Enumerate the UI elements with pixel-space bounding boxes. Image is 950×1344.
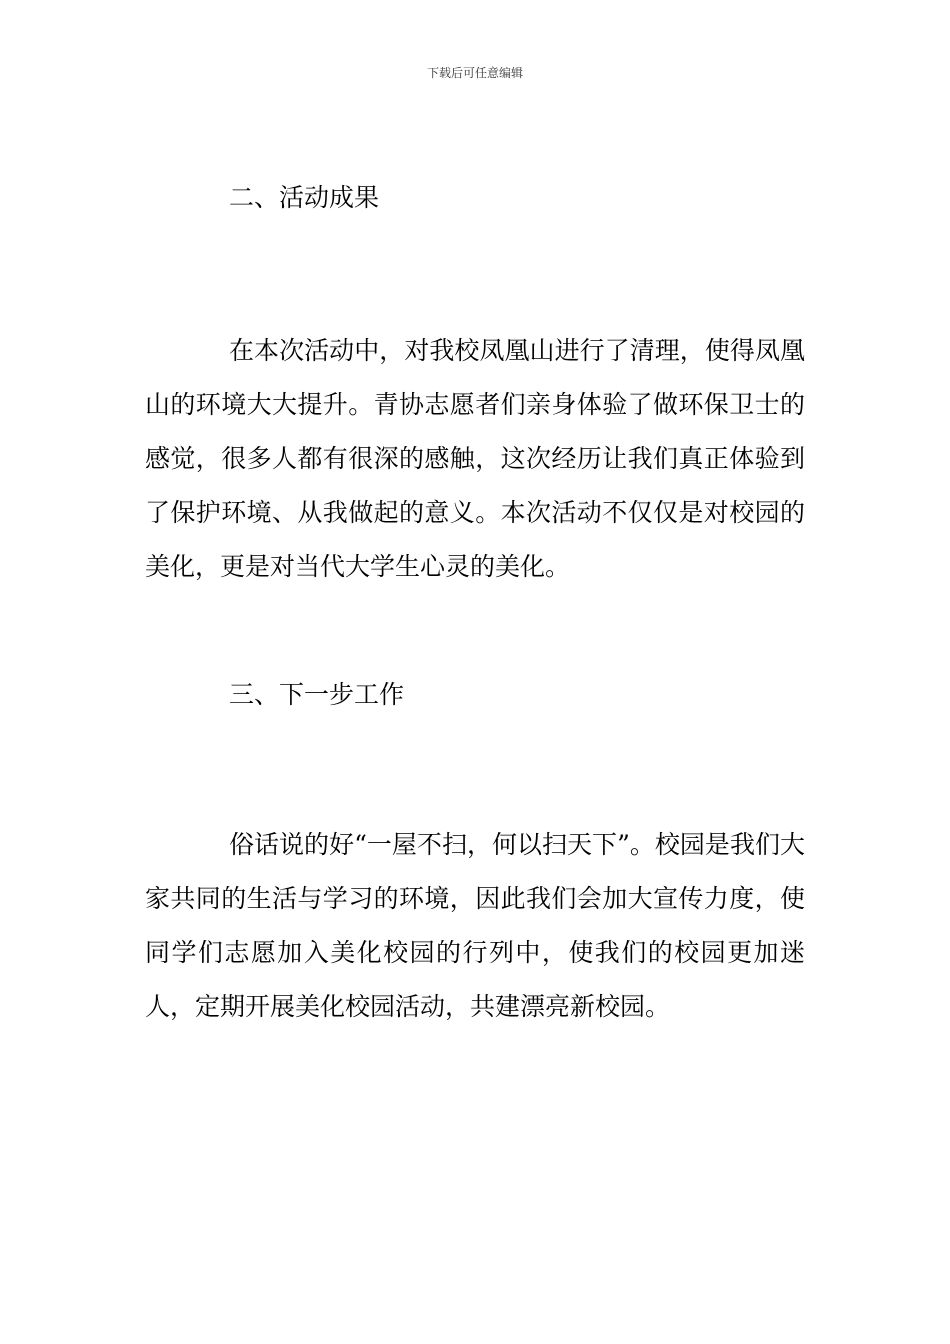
section-heading-next-steps: 三、下一步工作 (229, 680, 405, 709)
header-note: 下载后可任意编辑 (426, 66, 523, 80)
section-paragraph-results: 在本次活动中，对我校凤凰山进行了清理，使得凤凰山的环境大大提升。青协志愿者们亲身体验了做环保卫士的感觉，很多人都有很深的感触，这次经历让我们真正体验到了保护环境、从我做起的意义。本次活动不仅仅是对校园的美化，更是对当代大学生心灵的美化。 (145, 336, 805, 581)
section-paragraph-next-steps: 俗话说的好“一屋不扫，何以扫天下”。校园是我们大家共同的生活与学习的环境，因此我们会加大宣传力度，使同学们志愿加入美化校园的行列中，使我们的校园更加迷人，定期开展美化校园活动，共建漂亮新校园。 (145, 830, 805, 1021)
section-heading-results: 二、活动成果 (229, 183, 380, 212)
